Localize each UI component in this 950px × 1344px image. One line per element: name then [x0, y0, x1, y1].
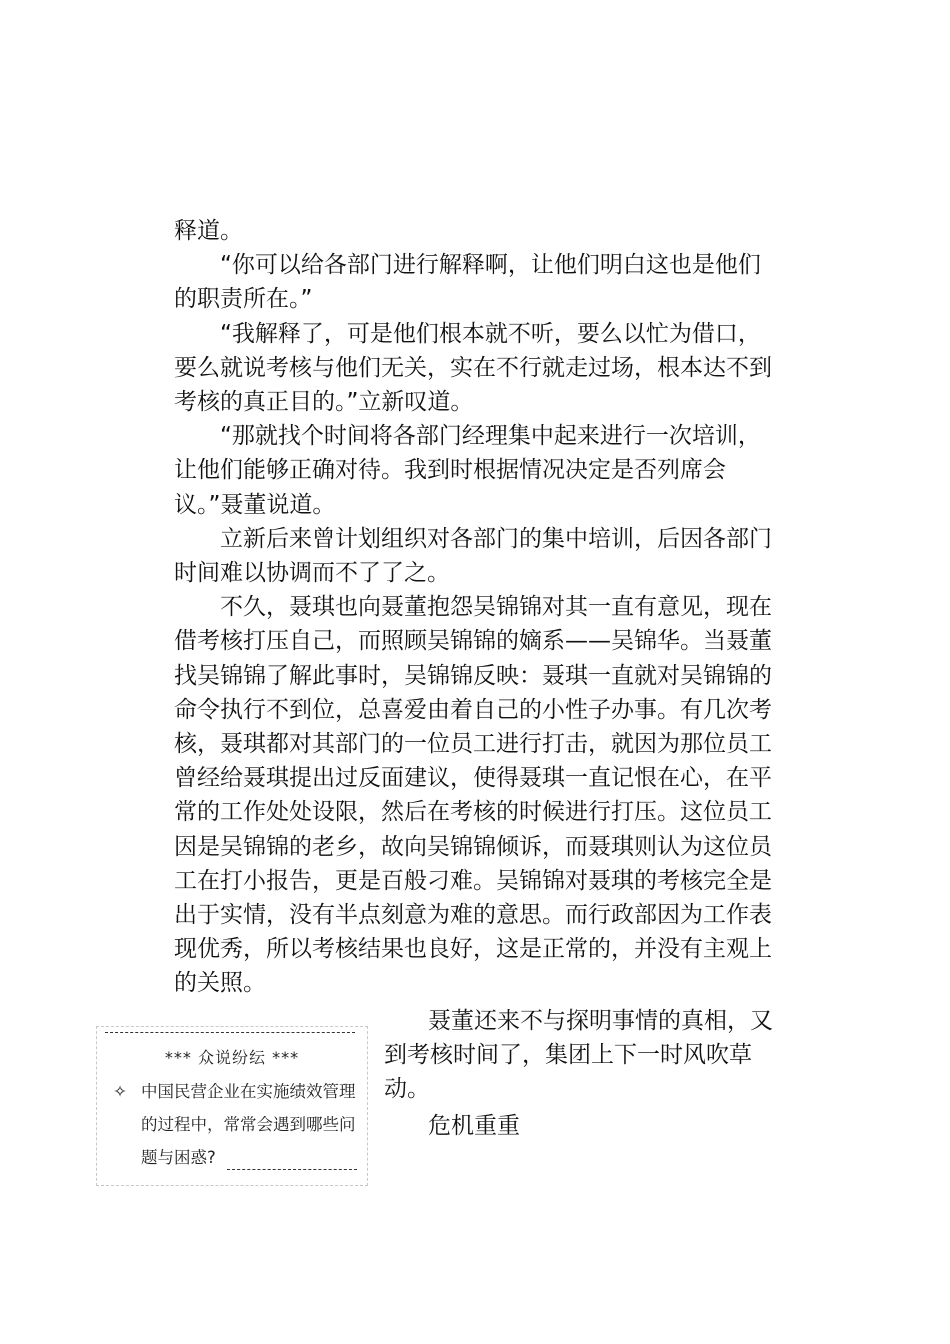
dash-divider-top	[105, 1032, 355, 1033]
paragraph: “我解释了，可是他们根本就不听，要么以忙为借口，要么就说考核与他们无关，实在不行就走过场，根本达不到考核的真正目的。”立新叹道。	[174, 320, 772, 416]
float-text-line-1: 聂董还来不与探明事情的真相，又	[428, 1008, 773, 1034]
sidebar-title: *** 众说纷纭 ***	[164, 1048, 300, 1067]
diamond-outline-icon: ✧	[113, 1082, 127, 1101]
sidebar-question-text: 中国民营企业在实施绩效管理的过程中，常常会遇到哪些问题与困惑?	[141, 1082, 356, 1167]
section-heading: 危机重重	[428, 1112, 520, 1139]
sidebar-question	[107, 1075, 359, 1174]
float-text-line-2: 到考核时间了，集团上下一时风吹草动。	[384, 1042, 752, 1103]
paragraph: 立新后来曾计划组织对各部门的集中培训，后因各部门时间难以协调而不了了之。	[174, 525, 772, 587]
main-text	[174, 214, 778, 1001]
paragraph: “你可以给各部门进行解释啊，让他们明白这也是他们的职责所在。”	[174, 252, 761, 313]
float-text-block	[384, 1004, 778, 1143]
paragraph: 不久，聂琪也向聂董抱怨吴锦锦对其一直有意见，现在借考核打压自己，而照顾吴锦锦的嫡系——吴锦华。当聂董找吴锦锦了解此事时，吴锦锦反映：聂琪一直就对吴锦锦的命令执行不到位，总喜爱由着自己的小性子办事。有几次考核，聂琪都对其部门的一位员工进行打击，就因为那位员工曾经给聂琪提出过反面建议，使得聂琪一直记恨在心，在平常的工作处处设限，然后在考核的时候进行打压。这位员工因是吴锦锦的老乡，故向吴锦锦倾诉，而聂琪则认为这位员工在打小报告，更是百般刁难。吴锦锦对聂琪的考核完全是出于实情，没有半点刻意为难的意思。而行政部因为工作表现优秀，所以考核结果也良好，这是正常的，并没有主观上的关照。	[174, 594, 772, 997]
dash-divider-bottom	[227, 1169, 357, 1170]
sidebar-box	[96, 1026, 368, 1186]
paragraph: “那就找个时间将各部门经理集中起来进行一次培训，让他们能够正确对待。我到时根据情况决定是否列席会议。”聂董说道。	[174, 423, 761, 518]
sidebar-body	[107, 1075, 359, 1174]
paragraph: 释道。	[174, 218, 243, 244]
